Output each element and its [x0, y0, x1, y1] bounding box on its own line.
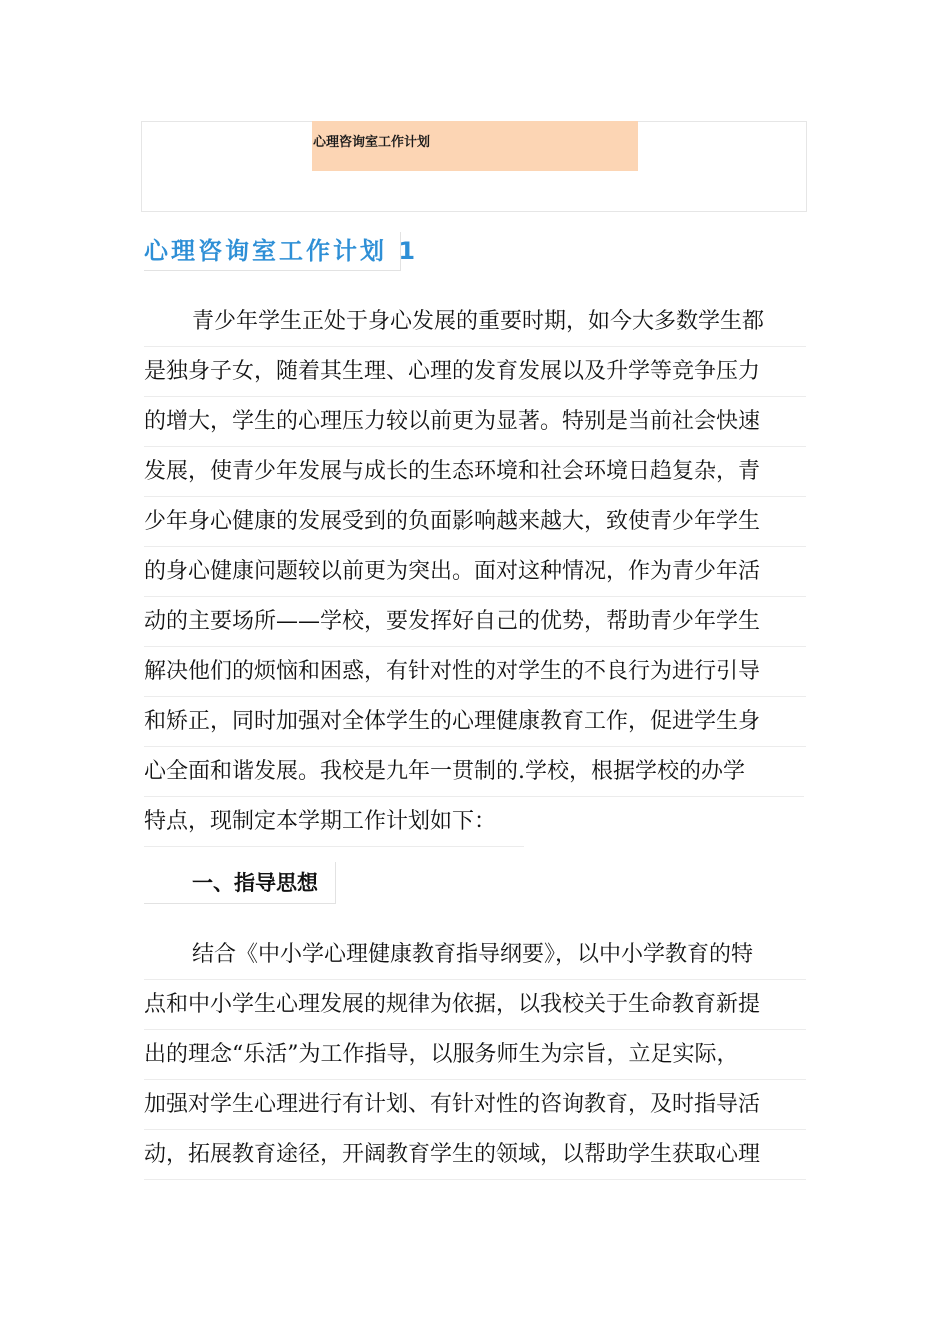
paragraph-line: 点和中小学生心理发展的规律为依据，以我校关于生命教育新提 [144, 980, 806, 1030]
paragraph-line: 出的理念“乐活”为工作指导，以服务师生为宗旨，立足实际， [144, 1030, 806, 1080]
paragraph-line: 解决他们的烦恼和困惑，有针对性的对学生的不良行为进行引导 [144, 647, 806, 697]
paragraph-line: 心全面和谐发展。我校是九年一贯制的.学校，根据学校的办学 [144, 747, 804, 797]
paragraph-line: 动，拓展教育途径，开阔教育学生的领域，以帮助学生获取心理 [144, 1130, 806, 1180]
paragraph-line: 加强对学生心理进行有计划、有针对性的咨询教育，及时指导活 [144, 1080, 806, 1130]
paragraph-line: 的增大，学生的心理压力较以前更为显著。特别是当前社会快速 [144, 397, 806, 447]
paragraph-line: 青少年学生正处于身心发展的重要时期，如今大多数学生都 [144, 297, 806, 347]
paragraph-line: 发展，使青少年发展与成长的生态环境和社会环境日趋复杂，青 [144, 447, 806, 497]
paragraph-line: 结合《中小学心理健康教育指导纲要》，以中小学教育的特 [144, 930, 806, 980]
section-paragraph [144, 930, 814, 1180]
paragraph-line: 少年身心健康的发展受到的负面影响越来越大，致使青少年学生 [144, 497, 806, 547]
document-title: 心理咨询室工作计划 1 [144, 232, 401, 271]
section-heading: 一、指导思想 [144, 862, 336, 904]
intro-paragraph [144, 297, 814, 847]
header-title: 心理咨询室工作计划 [313, 135, 431, 150]
paragraph-line: 特点，现制定本学期工作计划如下： [144, 797, 524, 847]
paragraph-line: 是独身子女，随着其生理、心理的发育发展以及升学等竞争压力 [144, 347, 806, 397]
paragraph-line: 动的主要场所——学校，要发挥好自己的优势，帮助青少年学生 [144, 597, 806, 647]
paragraph-line: 的身心健康问题较以前更为突出。面对这种情况，作为青少年活 [144, 547, 806, 597]
paragraph-line: 和矫正，同时加强对全体学生的心理健康教育工作，促进学生身 [144, 697, 806, 747]
